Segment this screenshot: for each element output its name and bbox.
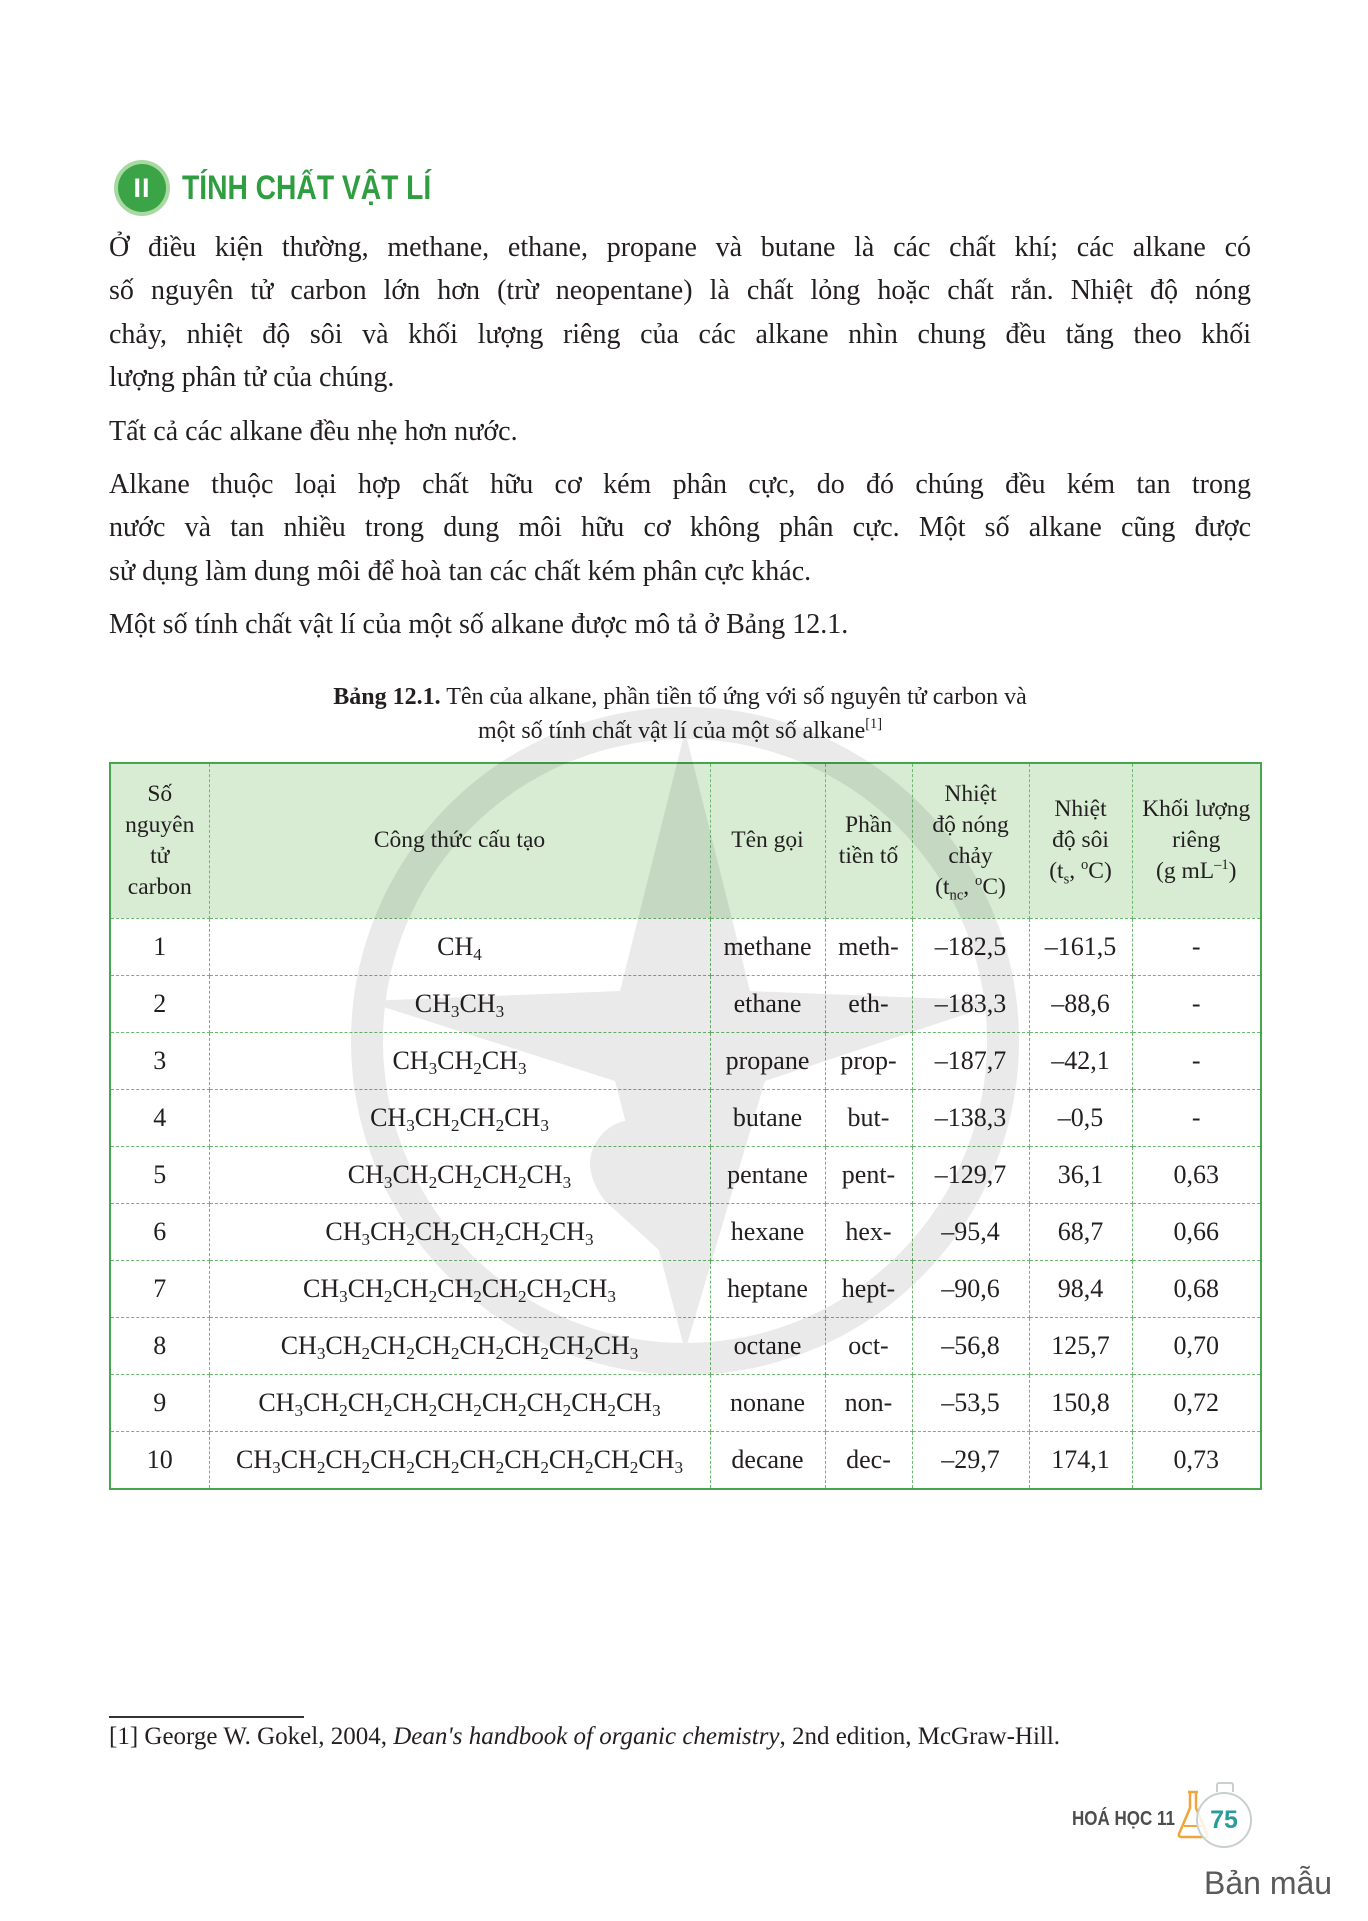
caption-line-1 <box>109 680 1251 714</box>
table-row <box>110 1317 1261 1374</box>
prefix-cell: hex- <box>825 1203 912 1260</box>
formula-cell: $CH_3CH_2CH_3$ <box>209 1032 710 1089</box>
boiling-point-cell: –161,5 <box>1029 918 1132 975</box>
text-line: Alkane thuộc loại hợp chất hữu cơ kém phân cực, do đó chúng đều kém tan trong <box>109 469 1251 501</box>
prefix-cell: eth- <box>825 975 912 1032</box>
caption-text: một số tính chất vật lí của một số alkane <box>477 718 866 744</box>
section-number-badge: II <box>118 164 166 212</box>
table-row <box>110 1089 1261 1146</box>
melting-point-cell: –29,7 <box>912 1431 1029 1489</box>
prefix-cell: prop- <box>825 1032 912 1089</box>
density-cell: - <box>1132 918 1261 975</box>
carbon-count-cell: 5 <box>110 1146 209 1203</box>
melting-point-cell: –182,5 <box>912 918 1029 975</box>
boiling-point-cell: 174,1 <box>1029 1431 1132 1489</box>
stopwatch-knob-icon <box>1216 1782 1234 1792</box>
table-row <box>110 1260 1261 1317</box>
prefix-cell: hept- <box>825 1260 912 1317</box>
prefix-cell: non- <box>825 1374 912 1431</box>
header-unit: ($t_{nc}$, $^o$C) <box>935 872 1006 904</box>
caption-label: Bảng 12.1. <box>333 684 441 710</box>
melting-point-cell: –90,6 <box>912 1260 1029 1317</box>
melting-point-cell: –53,5 <box>912 1374 1029 1431</box>
caption-text: Tên của alkane, phần tiền tố ứng với số nguyên tử carbon và <box>440 684 1027 710</box>
melting-point-cell: –183,3 <box>912 975 1029 1032</box>
name-cell: pentane <box>710 1146 825 1203</box>
boiling-point-cell: –0,5 <box>1029 1089 1132 1146</box>
footnote-book-title: Dean's handbook of organic chemistry <box>393 1723 780 1750</box>
table-row <box>110 1374 1261 1431</box>
name-cell: ethane <box>710 975 825 1032</box>
formula-cell: $CH_3CH_2CH_2CH_2CH_2CH_2CH_3$ <box>209 1260 710 1317</box>
boiling-point-cell: 68,7 <box>1029 1203 1132 1260</box>
header-label: Phần tiền tố <box>838 811 899 869</box>
density-cell: 0,68 <box>1132 1260 1261 1317</box>
text-line: chảy, nhiệt độ sôi và khối lượng riêng của các alkane nhìn chung đều tăng theo khối <box>109 318 1251 350</box>
boiling-point-cell: –42,1 <box>1029 1032 1132 1089</box>
header-boiling-point <box>1029 763 1132 918</box>
density-cell: 0,70 <box>1132 1317 1261 1374</box>
paragraph-table-reference <box>109 603 1251 646</box>
table-row <box>110 1146 1261 1203</box>
formula-cell: $CH_4$ <box>209 918 710 975</box>
density-cell: - <box>1132 1032 1261 1089</box>
melting-point-cell: –56,8 <box>912 1317 1029 1374</box>
boiling-point-cell: 98,4 <box>1029 1260 1132 1317</box>
footnote-reference: [1] <box>865 715 883 732</box>
prefix-cell: dec- <box>825 1431 912 1489</box>
text-line: sử dụng làm dung môi để hoà tan các chất kém phân cực khác. <box>109 555 812 587</box>
text-line: lượng phân tử của chúng. <box>109 362 395 394</box>
name-cell: methane <box>710 918 825 975</box>
density-cell: - <box>1132 1089 1261 1146</box>
table-row <box>110 1032 1261 1089</box>
carbon-count-cell: 6 <box>110 1203 209 1260</box>
paragraph-physical-state <box>109 226 1251 400</box>
formula-cell: $CH_3CH_2CH_2CH_2CH_2CH_2CH_2CH_2CH_2CH_3$ <box>209 1431 710 1489</box>
footer-book-title: HOÁ HỌC 11 <box>1072 1808 1175 1830</box>
name-cell: heptane <box>710 1260 825 1317</box>
density-cell: 0,72 <box>1132 1374 1261 1431</box>
carbon-count-cell: 10 <box>110 1431 209 1489</box>
text-line: Tất cả các alkane đều nhẹ hơn nước. <box>109 415 518 447</box>
table-row <box>110 918 1261 975</box>
name-cell: decane <box>710 1431 825 1489</box>
header-label: Khối lượng riêng <box>1142 796 1251 854</box>
header-prefix <box>825 763 912 918</box>
footnote-divider <box>109 1716 304 1718</box>
formula-cell: $CH_3CH_2CH_2CH_2CH_3$ <box>209 1146 710 1203</box>
alkane-properties-table <box>109 762 1262 1490</box>
header-unit: (g $mL^{-1}$) <box>1156 857 1237 885</box>
density-cell: 0,73 <box>1132 1431 1261 1489</box>
table-body <box>110 918 1261 1489</box>
table-header-row <box>110 763 1261 918</box>
name-cell: nonane <box>710 1374 825 1431</box>
header-label: Nhiệt độ nóng chảy <box>932 780 1009 869</box>
text-line: Một số tính chất vật lí của một số alkane được mô tả ở Bảng 12.1. <box>109 609 849 641</box>
header-name <box>710 763 825 918</box>
melting-point-cell: –129,7 <box>912 1146 1029 1203</box>
header-melting-point <box>912 763 1029 918</box>
header-label: Công thức cấu tạo <box>373 827 546 854</box>
name-cell: propane <box>710 1032 825 1089</box>
footnote-text: , 2nd edition, McGraw-Hill. <box>779 1723 1061 1750</box>
header-carbon-count <box>110 763 209 918</box>
text-line: Ở điều kiện thường, methane, ethane, propane và butane là các chất khí; các alkane có <box>109 232 1251 263</box>
density-cell: 0,63 <box>1132 1146 1261 1203</box>
header-structural-formula <box>209 763 710 918</box>
paragraph-density <box>109 410 1251 453</box>
header-density <box>1132 763 1261 918</box>
page-number: 75 <box>1196 1792 1252 1848</box>
formula-cell: $CH_3CH_3$ <box>209 975 710 1032</box>
carbon-count-cell: 7 <box>110 1260 209 1317</box>
melting-point-cell: –138,3 <box>912 1089 1029 1146</box>
name-cell: butane <box>710 1089 825 1146</box>
boiling-point-cell: 36,1 <box>1029 1146 1132 1203</box>
text-line: số nguyên tử carbon lớn hơn (trừ neopentane) là chất lỏng hoặc chất rắn. Nhiệt độ nóng <box>109 275 1251 307</box>
body-text <box>109 226 1251 657</box>
boiling-point-cell: –88,6 <box>1029 975 1132 1032</box>
melting-point-cell: –187,7 <box>912 1032 1029 1089</box>
name-cell: octane <box>710 1317 825 1374</box>
formula-cell: $CH_3CH_2CH_2CH_2CH_2CH_2CH_2CH_3$ <box>209 1317 710 1374</box>
melting-point-cell: –95,4 <box>912 1203 1029 1260</box>
section-title: TÍNH CHẤT VẬT LÍ <box>182 169 432 207</box>
table-row <box>110 1431 1261 1489</box>
footnote <box>109 1721 1060 1753</box>
carbon-count-cell: 2 <box>110 975 209 1032</box>
header-label: Số nguyên tử carbon <box>125 780 195 900</box>
formula-cell: $CH_3CH_2CH_2CH_2CH_2CH_2CH_2CH_2CH_3$ <box>209 1374 710 1431</box>
prefix-cell: oct- <box>825 1317 912 1374</box>
sample-watermark-text: Bản mẫu <box>1204 1865 1333 1901</box>
carbon-count-cell: 9 <box>110 1374 209 1431</box>
header-label: Nhiệt độ sôi <box>1052 796 1109 854</box>
prefix-cell: meth- <box>825 918 912 975</box>
caption-line-2 <box>109 714 1251 748</box>
header-unit: ($t_s$, $^o$C) <box>1049 857 1112 888</box>
footnote-text: [1] George W. Gokel, 2004, <box>109 1723 394 1750</box>
paragraph-solubility <box>109 463 1251 593</box>
table-caption <box>109 680 1251 748</box>
carbon-count-cell: 4 <box>110 1089 209 1146</box>
density-cell: - <box>1132 975 1261 1032</box>
table-row <box>110 1203 1261 1260</box>
name-cell: hexane <box>710 1203 825 1260</box>
boiling-point-cell: 125,7 <box>1029 1317 1132 1374</box>
formula-cell: $CH_3CH_2CH_2CH_2CH_2CH_3$ <box>209 1203 710 1260</box>
prefix-cell: but- <box>825 1089 912 1146</box>
formula-cell: $CH_3CH_2CH_2CH_3$ <box>209 1089 710 1146</box>
boiling-point-cell: 150,8 <box>1029 1374 1132 1431</box>
carbon-count-cell: 3 <box>110 1032 209 1089</box>
text-line: nước và tan nhiều trong dung môi hữu cơ không phân cực. Một số alkane cũng được <box>109 512 1251 544</box>
header-label: Tên gọi <box>731 827 804 854</box>
carbon-count-cell: 1 <box>110 918 209 975</box>
carbon-count-cell: 8 <box>110 1317 209 1374</box>
prefix-cell: pent- <box>825 1146 912 1203</box>
density-cell: 0,66 <box>1132 1203 1261 1260</box>
table-row <box>110 975 1261 1032</box>
